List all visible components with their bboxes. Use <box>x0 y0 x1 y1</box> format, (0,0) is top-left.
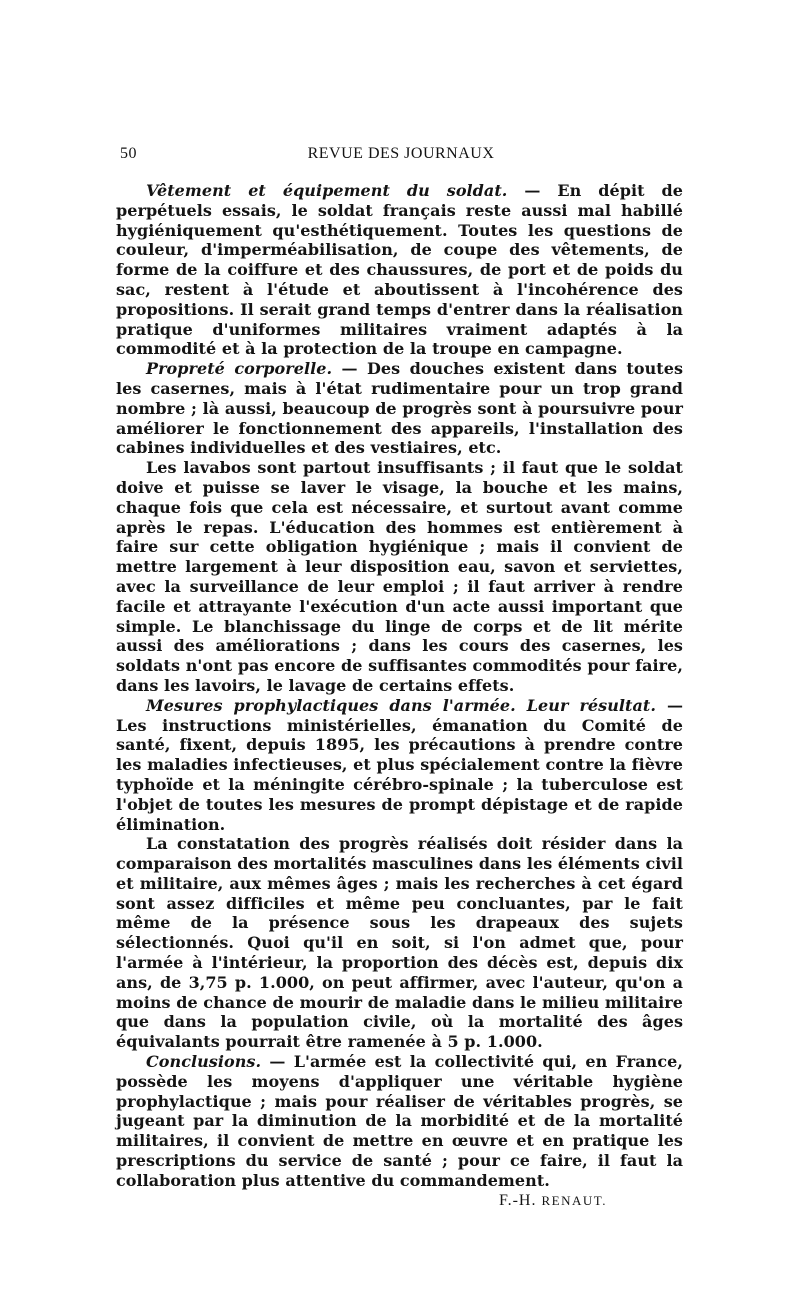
section-heading: Mesures prophylactiques dans l'armée. Leur résultat. <box>146 695 656 715</box>
running-header <box>120 145 682 167</box>
paragraph-text: — L'armée est la collectivité qui, en France, possède les moyens d'appliquer une véritable hygiène prophylactique ; mais pour réaliser de véritables progrès, se jugeant par la diminution de la morbidité et de la mortalité militaires, il convient de mettre en œuvre et en pratique les prescriptions du service de santé ; pour ce faire, il faut la collaboration plus attentive du commandement. <box>116 1052 683 1190</box>
paragraph-text: — Des douches existent dans toutes les casernes, mais à l'état rudimentaire pour un trop grand nombre ; là aussi, beaucoup de progrès sont à poursuivre pour améliorer le fonctionnement des appareils, l'installation des cabines individuelles et des vestiaires, etc. <box>116 359 684 458</box>
paragraph-text: — En dépit de perpétuels essais, le soldat français reste aussi mal habillé hygiéniquement qu'esthétiquement. Toutes les questions de couleur, d'imperméabilisation, de coupe des vêtements, de forme de la coiffure et des chaussures, de port et de poids du sac, restent à l'étude et aboutissent à l'incohérence des propositions. Il serait grand temps d'entrer dans la réalisation pratique d'uniformes militaires vraiment adaptés à la commodité et à la protection de la troupe en campagne. <box>116 181 683 359</box>
page-number: 50 <box>120 145 137 162</box>
paragraph-text: La constatation des progrès réalisés doit résider dans la comparaison des mortalités masculines dans les éléments civil et militaire, aux mêmes âges ; mais les recherches à cet égard sont assez difficiles et même peu concluantes, par le fait même de la présence sous les drapeaux des sujets sélectionnés. Quoi qu'il en soit, si l'on admet que, pour l'armée à l'intérieur, la proportion des décès est, depuis dix ans, de 3,75 p. 1.000, on peut affirmer, avec l'auteur, qu'on a moins de chance de mourir de maladie dans le milieu militaire que dans la population civile, où la mortalité des âges équivalants pourrait être ramenée à 5 p. 1.000. <box>116 834 683 1052</box>
paragraph-clothing <box>116 181 683 359</box>
paragraph-text: — Les instructions ministérielles, émanation du Comité de santé, fixent, depuis 1895, les précautions à prendre contre les maladies infectieuses, et plus spécialement contre la fièvre typhoïde et la méningite cérébro-spinale ; la tuberculose est l'objet de toutes les mesures de prompt dépistage et de rapide élimination. <box>116 695 684 834</box>
section-heading: Conclusions. <box>146 1052 262 1072</box>
author-surname: RENAUT. <box>541 1192 607 1208</box>
author-signature <box>116 1191 683 1211</box>
paragraph-conclusions <box>116 1052 683 1191</box>
author-initials: F.-H. <box>498 1191 537 1209</box>
running-title: REVUE DES JOURNAUX <box>307 145 495 162</box>
paragraph-mortality <box>116 834 683 1052</box>
section-heading: Propreté corporelle. <box>146 359 333 379</box>
paragraph-prophylaxis <box>116 696 683 835</box>
paragraph-lavabos <box>116 458 683 696</box>
article-body <box>116 181 683 1210</box>
section-heading: Vêtement et équipement du soldat. <box>146 181 508 200</box>
paragraph-text: Les lavabos sont partout insuffisants ; il faut que le soldat doive et puisse se laver le visage, la bouche et les mains, chaque fois que cela est nécessaire, et surtout avant comme après le repas. L'éducation des hommes est entièrement à faire sur cette obligation hygiénique ; mais il convient de mettre largement à leur disposition eau, savon et serviettes, avec la surveillance de leur emploi ; il faut arriver à rendre facile et attrayante l'exécution d'un acte aussi important que simple. Le blanchissage du linge de corps et de lit mérite aussi des améliorations ; dans les cours des casernes, les soldats n'ont pas encore de suffisantes commodités pour faire, dans les lavoirs, le lavage de certains effets. <box>116 458 683 695</box>
paragraph-hygiene <box>116 359 683 458</box>
